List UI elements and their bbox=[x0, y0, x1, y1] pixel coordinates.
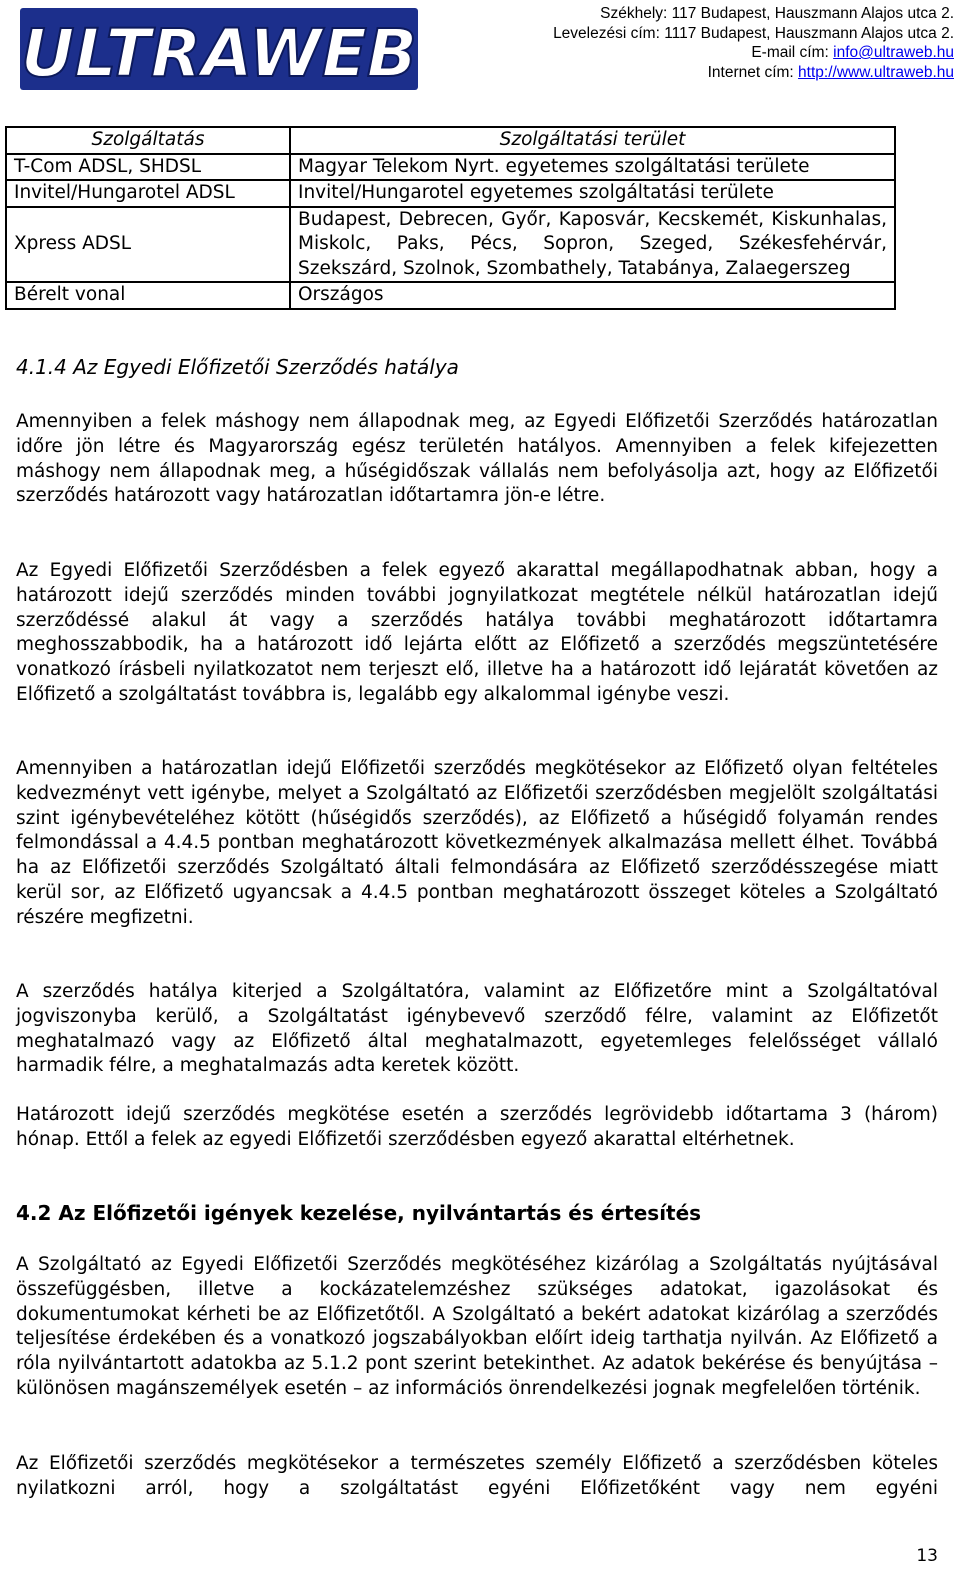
table-cell-area: Budapest, Debrecen, Győr, Kaposvár, Kecskemét, Kiskunhalas, Miskolc, Paks, Pécs, Sopron, Szeged, Székesfehérvár, Szekszárd, Szolnok, Szombathely, Tatabánya, Zalaegerszeg bbox=[290, 207, 895, 283]
header-mailing-line: Levelezési cím: 1117 Budapest, Hauszmann Alajos utca 2. bbox=[553, 24, 954, 42]
section-heading-4-1-4: 4.1.4 Az Egyedi Előfizetői Szerződés hatálya bbox=[16, 355, 459, 379]
paragraph: Amennyiben a határozatlan idejű Előfizetői szerződés megkötésekor az Előfizető olyan feltételes kedvezményt vett igénybe, melyet a Szolgáltató az Előfizetői szerződésben megjelölt szolgáltatási szint igénybevételéhez kötött (hűségidős szerződés), az Előfizető a hűségidő folyamán rendes felmondással a 4.4.5 pontban meghatározott következmények alkalmazása mellett élhet. Továbbá ha az Előfizetői szerződés Szolgáltató általi felmondására az Előfizető szerződésszegése miatt kerül sor, az Előfizető ugyancsak a 4.4.5 pontban meghatározott összeget köteles a Szolgáltató részére megfizetni. bbox=[16, 758, 938, 928]
header-address-line: Székhely: 117 Budapest, Hauszmann Alajos utca 2. bbox=[600, 5, 954, 22]
ultraweb-logo-icon bbox=[20, 2, 418, 96]
table-cell-service: Bérelt vonal bbox=[6, 282, 290, 309]
table-header-service: Szolgáltatás bbox=[6, 127, 290, 154]
header-contact-info bbox=[553, 4, 954, 82]
header-email-line bbox=[553, 43, 954, 63]
table-cell-area: Magyar Telekom Nyrt. egyetemes szolgáltatási területe bbox=[290, 154, 895, 181]
table-cell-service: T-Com ADSL, SHDSL bbox=[6, 154, 290, 181]
paragraph: Amennyiben a felek máshogy nem állapodnak meg, az Egyedi Előfizetői Szerződés határozatlan időre jön létre és Magyarország egész területén hatályos. Amennyiben a felek kifejezetten máshogy nem állapodnak meg, a hűségidőszak vállalás nem befolyásolja azt, hogy az Előfizetői szerződés határozott vagy határozatlan időtartamra jön-e létre. bbox=[16, 411, 938, 507]
table-row bbox=[6, 207, 895, 283]
table-cell-service: Xpress ADSL bbox=[6, 207, 290, 283]
table-cell-area: Invitel/Hungarotel egyetemes szolgáltatási területe bbox=[290, 180, 895, 207]
ultraweb-logo bbox=[20, 2, 418, 96]
paragraph: A Szolgáltató az Egyedi Előfizetői Szerződés megkötéséhez kizárólag a Szolgáltatás nyújtásával összefüggésben, illetve a kockázatelemzéshez szükséges adatokat, igazolásokat és dokumentumokat kérheti be az Előfizetőtől. A Szolgáltató a bekért adatokat kizárólag a szerződés teljesítése érdekében és a vonatkozó jogszabályokban előírt ideig tarthatja nyilván. Az Előfizető a róla nyilvántartott adatokba az 5.1.2 pont szerint betekinthet. Az adatok bekérése és benyújtása – különösen magánszemélyek esetén – az információs önrendelkezési jognak megfelelően történik. bbox=[16, 1254, 938, 1399]
table-header-area: Szolgáltatási terület bbox=[290, 127, 895, 154]
web-label: Internet cím: bbox=[707, 63, 799, 81]
table-cell-area: Országos bbox=[290, 282, 895, 309]
section-heading-4-2: 4.2 Az Előfizetői igények kezelése, nyilvántartás és értesítés bbox=[16, 1201, 702, 1225]
paragraph: Az Előfizetői szerződés megkötésekor a természetes személy Előfizető a szerződésben köteles nyilatkozni arról, hogy a szolgáltatást egyéni Előfizetőként vagy nem egyéni bbox=[16, 1453, 938, 1499]
table-row bbox=[6, 282, 895, 309]
web-link[interactable]: http://www.ultraweb.hu bbox=[798, 63, 954, 81]
paragraph: A szerződés hatálya kiterjed a Szolgáltatóra, valamint az Előfizetőre mint a Szolgáltatóval jogviszonyba kerülő, a Szolgáltatást igénybevevő szerződő félre, valamint az Előfizetőt meghatalmazó vagy az Előfizető által meghatalmazott, egyetemleges felelősséget vállaló harmadik félre, a meghatalmazás adta keretek között. bbox=[16, 981, 938, 1077]
table-header-row bbox=[6, 127, 895, 154]
table-row bbox=[6, 154, 895, 181]
service-area-table bbox=[5, 126, 896, 310]
page-number: 13 bbox=[916, 1546, 938, 1566]
header-web-line bbox=[553, 63, 954, 83]
paragraph: Határozott idejű szerződés megkötése esetén a szerződés legrövidebb időtartama 3 (három) hónap. Ettől a felek az egyedi Előfizetői szerződésben egyező akarattal eltérhetnek. bbox=[16, 1104, 938, 1150]
table-row bbox=[6, 180, 895, 207]
paragraph: Az Egyedi Előfizetői Szerződésben a felek egyező akarattal megállapodhatnak abban, hogy a határozott idejű szerződés minden további jognyilatkozat megtétele nélkül határozatlan idejű szerződéssé alakul át vagy a szerződés hatálya további meghatározott időtartamra meghosszabbodik, ha a határozott idő lejárta előtt az Előfizető a szerződés megszüntetésére vonatkozó írásbeli nyilatkozatot nem terjeszt elő, illetve ha a határozott idő lejáratát követően az Előfizető a szolgáltatást továbbra is, legalább egy alkalommal igénybe veszi. bbox=[16, 560, 938, 705]
email-link[interactable]: info@ultraweb.hu bbox=[833, 44, 954, 61]
email-label: E-mail cím: bbox=[751, 44, 834, 61]
svg-text:ULTRAWEB: ULTRAWEB bbox=[20, 15, 418, 92]
table-cell-service: Invitel/Hungarotel ADSL bbox=[6, 180, 290, 207]
